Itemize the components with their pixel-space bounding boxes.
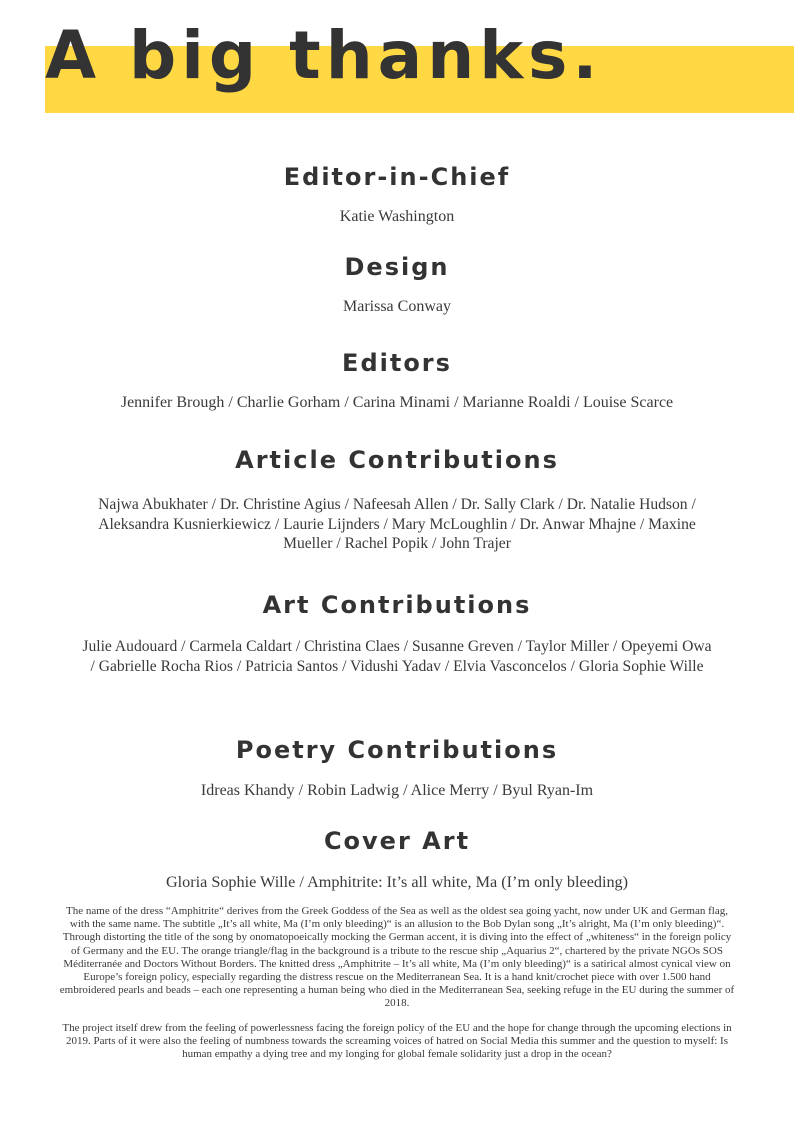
editor-in-chief-names: Katie Washington <box>339 208 455 225</box>
cover-art-credit: Gloria Sophie Wille / Amphitrite: It’s all white, Ma (I’m only bleeding) <box>165 873 629 891</box>
art-contributions-heading: Art Contributions <box>262 591 532 619</box>
design-names: Marissa Conway <box>343 298 451 315</box>
cover-art-description-paragraph-1: The name of the dress “Amphitrite“ derives from the Greek Goddess of the Sea as well as the oldest sea going yacht, now under UK and German flag, with the same name. The subtitle „It’s all white, Ma (I’m only bleeding)“ is an allusion to the Bob Dylan song „It’s alright, Ma (I’m only bleeding)“. Through distorting the title of the song by onomatopoeically mocking the German accent, it is diving into the effect of „whiteness“ in the foreign policy of Germany and the EU. The orange triangle/flag in the background is a tribute to the rescue ship „Aquarius 2“, chartered by the private NGOs SOS Méditerranée and Doctors Without Borders. The knitted dress „Amphitrite – It’s all white, Ma (I’m only bleeding)“ is a satirical almost cynical view on Europe’s foreign policy, especially regarding the distress rescue on the Mediterranean Sea. It is a hand knit/crochet piece with over 1.500 hand embroidered pearls and beads – each one representing a human being who died in the Mediterranean Sea, seeking refuge in the EU during the summer of 2018. <box>59 905 735 1010</box>
article-contributions-heading: Article Contributions <box>235 446 559 474</box>
editors-names: Jennifer Brough / Charlie Gorham / Carina Minami / Marianne Roaldi / Louise Scarce <box>120 394 674 411</box>
article-contributions-names: Najwa Abukhater / Dr. Christine Agius / Nafeesah Allen / Dr. Sally Clark / Dr. Natalie Hudson / Aleksandra Kusnierkiewicz / Laurie Lijnders / Mary McLoughlin / Dr. Anwar Mhajne / Maxine Mueller / Rachel Popik / John Trajer <box>98 496 696 553</box>
cover-art-heading: Cover Art <box>323 827 471 855</box>
design-heading: Design <box>344 253 450 281</box>
art-contributions-names: Julie Audouard / Carmela Caldart / Christina Claes / Susanne Greven / Taylor Miller / Opeyemi Owa / Gabrielle Rocha Rios / Patricia Santos / Vidushi Yadav / Elvia Vasconcelos / Gloria Sophie Wille <box>82 638 712 675</box>
poetry-contributions-names: Idreas Khandy / Robin Ladwig / Alice Merry / Byul Ryan-Im <box>200 782 594 799</box>
cover-art-description-paragraph-2: The project itself drew from the feeling of powerlessness facing the foreign policy of the EU and the hope for change through the upcoming elections in 2019. Parts of it were also the feeling of numbness towards the screaming voices of hatred on Social Media this summer and the question to myself: Is human empathy a dying tree and my longing for global female solidarity just a drop in the ocean? <box>62 1022 732 1061</box>
editor-in-chief-heading: Editor-in-Chief <box>283 163 511 191</box>
page-title: A big thanks. <box>45 17 603 94</box>
poetry-contributions-heading: Poetry Contributions <box>235 736 559 764</box>
editors-heading: Editors <box>342 349 452 377</box>
